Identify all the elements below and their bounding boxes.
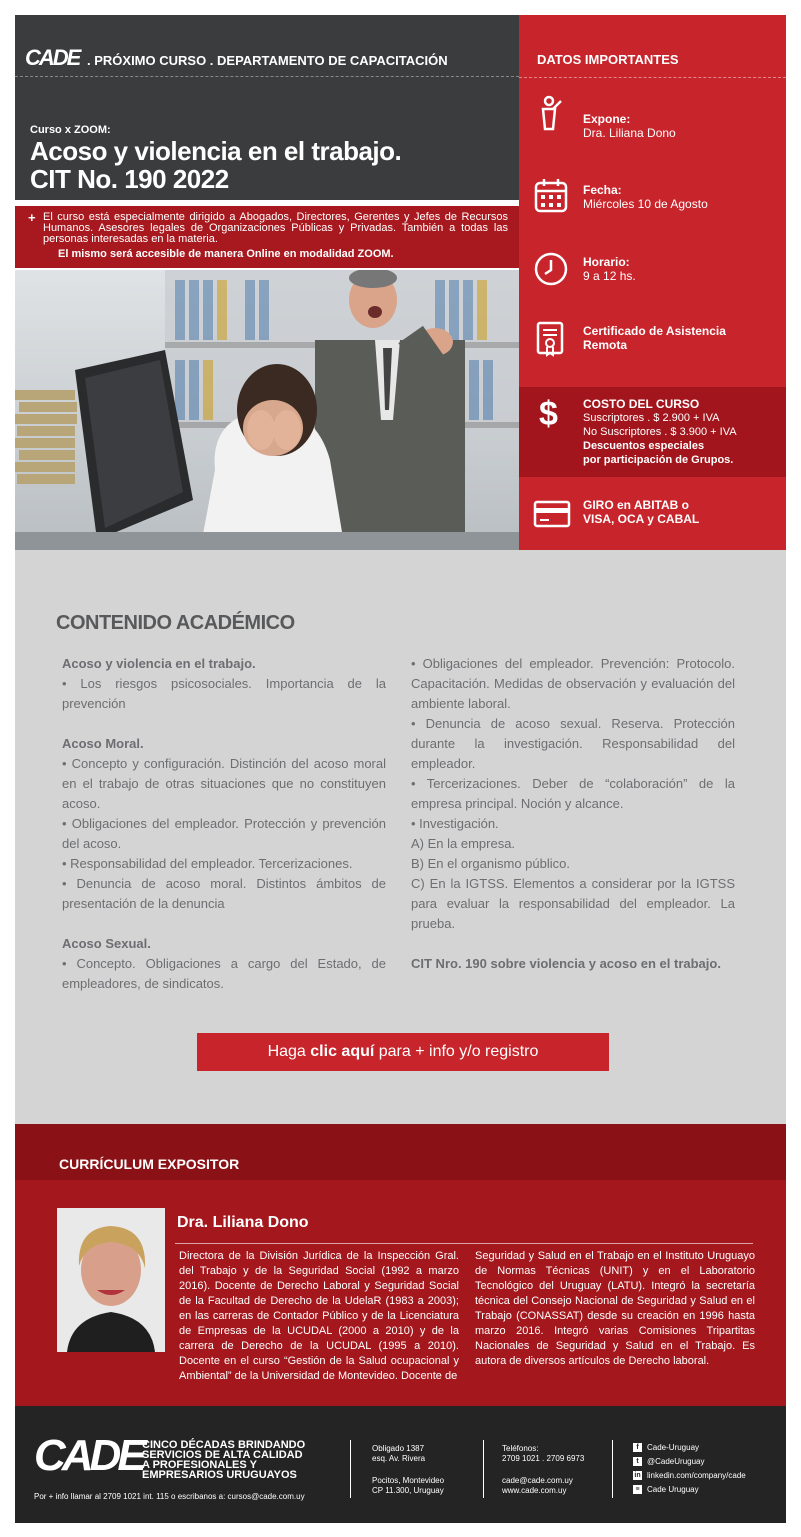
content-subheading: Acoso Moral. [62, 736, 144, 751]
date-value: Miércoles 10 de Agosto [583, 197, 708, 211]
content-subheading: Acoso Sexual. [62, 936, 151, 951]
cost-section [519, 387, 786, 477]
certificate-line2: Remota [583, 338, 628, 352]
slogan-line4: EMPRESARIOS URUGUAYOS [142, 1469, 297, 1481]
course-kicker: Curso x ZOOM: [30, 124, 111, 136]
payment-info [583, 498, 699, 526]
content-item: • Obligaciones del empleador. Prevención: Protocolo. Capacitación. Medidas de observación y evaluación del ambiente laboral. [411, 656, 735, 711]
schedule-info [583, 255, 636, 283]
footer-social-linkedin[interactable] [633, 1471, 746, 1480]
footer-web-link[interactable]: www.cade.com.uy [502, 1486, 567, 1495]
cade-logo[interactable]: CADE [25, 45, 80, 70]
content-item: • Investigación. [411, 816, 499, 831]
group-discount-line2: por participación de Grupos. [583, 454, 734, 466]
address-line4: CP 11.300, Uruguay [372, 1486, 444, 1495]
content-item: • Los riesgos psicosociales. Importancia de la prevención [62, 676, 386, 711]
clock-icon [533, 249, 571, 287]
content-item: • Denuncia de acoso moral. Distintos ámbitos de presentación de la denuncia [62, 876, 386, 911]
cv-text-col1: Directora de la División Jurídica de la Inspección Gral. del Trabajo y de la Seguridad Social (1992 a marzo 2016). Docente de Derecho Laboral y Seguridad Social de la Facultad de Derecho de la UdelaR (1983 a 2003); en las carreras de Contador Público y de la Licenciatura de Empresas de la UCUDAL (2000 a 2010) y de la carrera de Derecho de la UCUDAL (1995 a 2010). Docente en el curso “Gestión de la Salud ocupacional y Ambiental” de la Universidad de Montevideo. Docente de [179, 1250, 459, 1382]
content-spacer [411, 934, 735, 954]
course-title-line1: Acoso y violencia en el trabajo. [30, 136, 402, 166]
address-line1: Obligado 1387 [372, 1444, 425, 1453]
content-item: • Denuncia de acoso sexual. Reserva. Protección durante la investigación. Responsabilidad del empleador. [411, 716, 735, 771]
footer-email-link[interactable]: cade@cade.com.uy [502, 1476, 573, 1485]
cv-divider [175, 1243, 753, 1244]
address-line2: esq. Av. Rivera [372, 1454, 426, 1463]
content-item: • Concepto y configuración. Distinción del acoso moral en el trabajo de otras situaciones que no constituyen acoso. [62, 756, 386, 811]
intro-text: El curso está especialmente dirigido a Abogados, Directores, Gerentes y Jefes de Recursos Humanos. Asesores legales de Organizaciones Públicas y Privadas. También a todas las personas interesadas en la materia. [43, 211, 508, 245]
footer-social-facebook[interactable] [633, 1443, 699, 1452]
speaker-name: Dra. Liliana Dono [583, 126, 676, 140]
footer-social-blog[interactable] [633, 1485, 699, 1494]
content-item: • Tercerizaciones. Deber de “colaboración” de la empresa principal. Noción y alcance. [411, 776, 735, 811]
footer-slogan [142, 1440, 342, 1480]
content-item: • Obligaciones del empleador. Protección y prevención del acoso. [62, 816, 386, 851]
header [15, 15, 519, 200]
footer-cade-logo[interactable]: CADE [34, 1431, 143, 1480]
footer-separator [612, 1440, 613, 1498]
plus-icon: + [28, 210, 36, 225]
calendar-icon [533, 177, 571, 215]
footer-separator [350, 1440, 351, 1498]
twitter-label: @CadeUruguay [647, 1457, 705, 1466]
cost-subscribers: Suscriptores . $ 2.900 + IVA [583, 412, 720, 424]
content-spacer [62, 914, 386, 934]
footer-separator [483, 1440, 484, 1498]
cost-info [583, 397, 737, 467]
dollar-icon: $ [539, 395, 558, 433]
content-item: B) En el organismo público. [411, 856, 570, 871]
course-title [30, 137, 500, 193]
content-left-column [62, 654, 386, 994]
intro-online-note: El mismo será accesible de manera Online en modalidad ZOOM. [58, 248, 394, 260]
facebook-icon: f [633, 1443, 642, 1452]
certificate-line1: Certificado de Asistencia [583, 324, 726, 338]
header-divider [15, 76, 519, 77]
certificate-icon [533, 319, 571, 357]
academic-content-heading: CONTENIDO ACADÉMICO [56, 612, 295, 634]
content-item: A) En la empresa. [411, 836, 516, 851]
footer-social-twitter[interactable] [633, 1457, 704, 1466]
group-discount-line1: Descuentos especiales [583, 440, 705, 452]
speaker-label: Expone: [583, 112, 631, 126]
content-item: • Concepto. Obligaciones a cargo del Estado, de empleadores, de sindicatos. [62, 956, 386, 991]
course-title-line2: CIT No. 190 2022 [30, 164, 229, 194]
cv-heading: CURRÍCULUM EXPOSITOR [59, 1156, 240, 1172]
date-label: Fecha: [583, 183, 622, 197]
schedule-value: 9 a 12 hs. [583, 269, 636, 283]
phones-value: 2709 1021 . 2709 6973 [502, 1454, 585, 1463]
office-harassment-illustration [15, 270, 519, 550]
slogan-line1: CINCO DÉCADAS BRINDANDO [142, 1439, 306, 1451]
cta-text-post: para + info y/o registro [374, 1043, 539, 1060]
date-info [583, 183, 708, 211]
linkedin-label: linkedin.com/company/cade [647, 1471, 746, 1480]
payment-line2: VISA, OCA y CABAL [583, 512, 700, 526]
certificate-info [583, 324, 726, 352]
academic-content-section [15, 550, 786, 1124]
cta-text-pre: Haga [267, 1043, 311, 1060]
header-subtitle: . PRÓXIMO CURSO . DEPARTAMENTO DE CAPACITACIÓN [87, 53, 448, 68]
content-right-column [411, 654, 735, 974]
twitter-icon: t [633, 1457, 642, 1466]
hero-photo [15, 270, 519, 550]
credit-card-icon [533, 495, 571, 533]
cta-text-bold: clic aquí [310, 1043, 375, 1060]
content-item: C) En la IGTSS. Elementos a considerar por la IGTSS para evaluar la responsabilidad del empleador. La prueba. [411, 876, 735, 931]
speaker-icon [533, 95, 571, 133]
cost-non-subscribers: No Suscriptores . $ 3.900 + IVA [583, 426, 737, 438]
course-intro [15, 206, 519, 268]
schedule-label: Horario: [583, 255, 630, 269]
footer-contact-note: Por + info llamar al 2709 1021 int. 115 o escribanos a: cursos@cade.com.uy [34, 1492, 305, 1501]
payment-line1: GIRO en ABITAB o [583, 498, 689, 512]
address-line3: Pocitos, Montevideo [372, 1476, 445, 1485]
footer-phones [502, 1444, 584, 1496]
cv-text-col2: Seguridad y Salud en el Trabajo en el Instituto Uruguayo de Normas Técnicas (UNIT) y en el Laboratorio Tecnológico del Uruguay (LATU). Integró la secretaría técnica del Consejo Nacional de Seguridad y Salud en el Trabajo (CONASSAT) desde su creación en 1996 hasta marzo 2016. Integró varias Comisiones Tripartitas Nacionales de Seguridad y Salud en el Trabajo. Es autora de diversos artículos de Derecho laboral. [475, 1250, 755, 1367]
document-icon: ≡ [633, 1485, 642, 1494]
speaker-info [583, 112, 676, 140]
content-item: • Responsabilidad del empleador. Tercerizaciones. [62, 856, 353, 871]
phones-label: Teléfonos: [502, 1444, 539, 1453]
content-spacer [62, 714, 386, 734]
panel-heading: DATOS IMPORTANTES [537, 52, 679, 67]
linkedin-icon: in [634, 1472, 641, 1480]
content-subheading: Acoso y violencia en el trabajo. [62, 656, 256, 671]
important-info-panel [519, 15, 786, 550]
speaker-cv-section [15, 1124, 786, 1406]
content-subheading: CIT Nro. 190 sobre violencia y acoso en el trabajo. [411, 956, 721, 971]
facebook-label: Cade-Uruguay [647, 1443, 700, 1452]
blog-label: Cade Uruguay [647, 1485, 699, 1494]
speaker-portrait [57, 1208, 165, 1352]
footer [15, 1406, 786, 1523]
speaker-name-heading: Dra. Liliana Dono [177, 1214, 309, 1231]
slogan-line3: A PROFESIONALES Y [142, 1459, 257, 1471]
panel-divider [519, 77, 786, 78]
slogan-line2: SERVICIOS DE ALTA CALIDAD [142, 1449, 303, 1461]
cost-label: COSTO DEL CURSO [583, 397, 700, 411]
register-cta-button[interactable] [197, 1033, 609, 1071]
footer-address [372, 1444, 444, 1496]
